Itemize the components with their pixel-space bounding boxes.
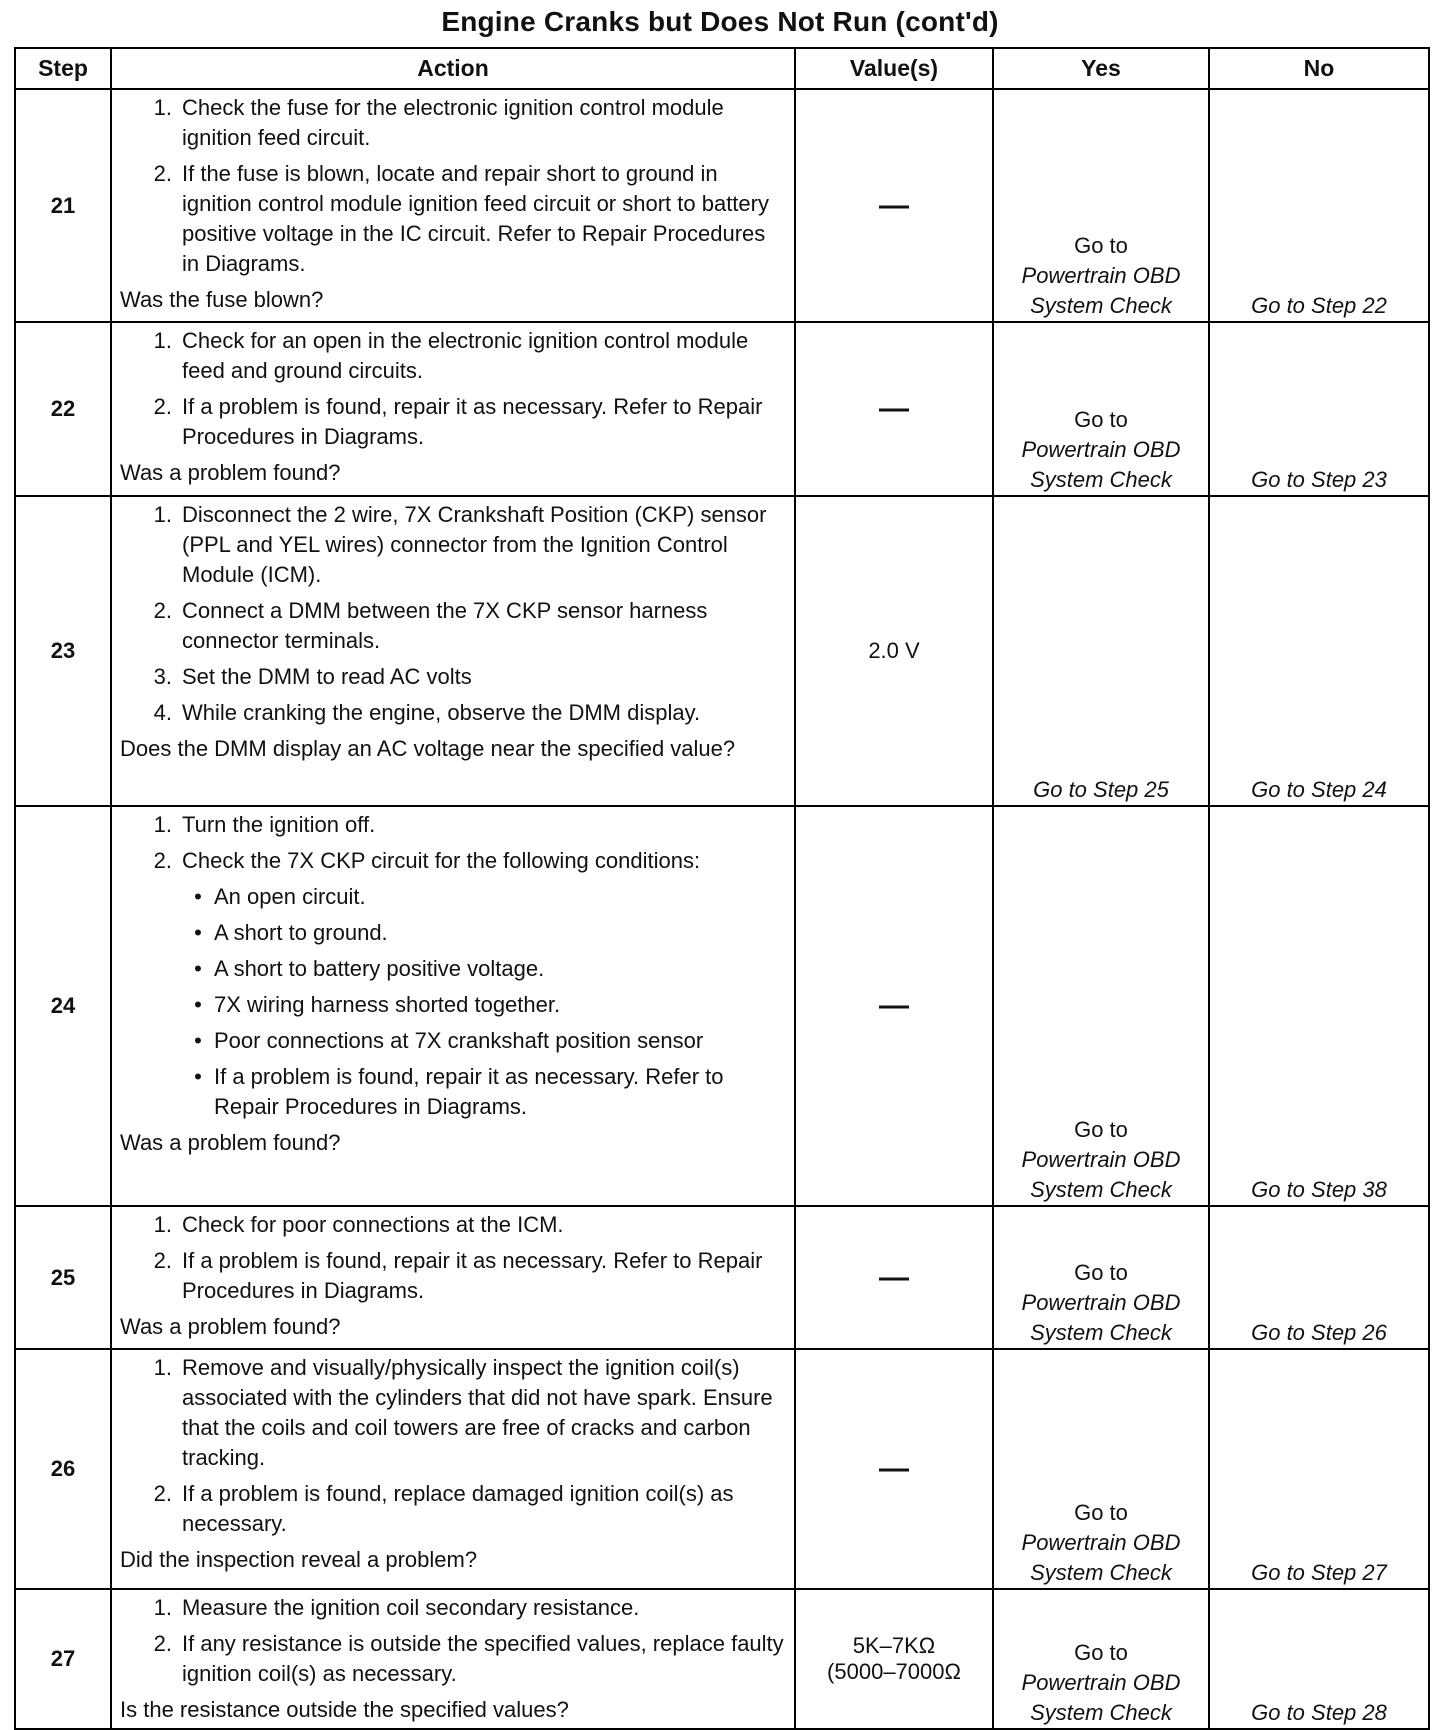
yes-cell: Go to Powertrain OBD System Check [993, 806, 1209, 1206]
no-cell: Go to Step 26 [1209, 1206, 1429, 1349]
table-row [15, 89, 1429, 322]
table-row [15, 496, 1429, 806]
action-bullet: • 7X wiring harness shorted together. [194, 992, 561, 1017]
action-bullet: • A short to ground. [194, 920, 388, 945]
action-cell [111, 1349, 795, 1589]
page-title: Engine Cranks but Does Not Run (cont'd) [441, 6, 999, 37]
yes-cell: Go to Powertrain OBD System Check [993, 1589, 1209, 1729]
action-cell [111, 89, 795, 322]
value-cell: — [795, 89, 993, 322]
action-item: 1. Check for poor connections at the ICM. [153, 1212, 564, 1237]
step-number: 27 [15, 1589, 111, 1729]
table-row [15, 1589, 1429, 1729]
no-cell: Go to Step 24 [1209, 496, 1429, 806]
no-cell: Go to Step 38 [1209, 806, 1429, 1206]
action-item: 2. If a problem is found, replace damaged ignition coil(s) as necessary. [153, 1481, 734, 1536]
yes-cell: Go to Powertrain OBD System Check [993, 89, 1209, 322]
header-step: Step [15, 48, 111, 89]
value-cell: — [795, 1349, 993, 1589]
action-bullet: • Poor connections at 7X crankshaft position sensor [194, 1028, 704, 1053]
diagnostic-table [14, 47, 1430, 1730]
table-row [15, 806, 1429, 1206]
yes-cell: Go to Powertrain OBD System Check [993, 322, 1209, 496]
action-cell [111, 806, 795, 1206]
action-item: 1. Disconnect the 2 wire, 7X Crankshaft Position (CKP) sensor (PPL and YEL wires) connector from the Ignition Control Module (ICM). [153, 502, 767, 587]
value-cell: — [795, 1206, 993, 1349]
header-no: No [1209, 48, 1429, 89]
value-cell: 2.0 V [795, 496, 993, 806]
action-question: Was a problem found? [120, 460, 341, 485]
value-cell: 5K–7KΩ (5000–7000Ω [795, 1589, 993, 1729]
header-yes: Yes [993, 48, 1209, 89]
action-cell [111, 496, 795, 806]
action-cell [111, 1589, 795, 1729]
no-cell: Go to Step 27 [1209, 1349, 1429, 1589]
action-item: 2. If a problem is found, repair it as necessary. Refer to Repair Procedures in Diagrams. [153, 1248, 763, 1303]
action-bullet: • If a problem is found, repair it as necessary. Refer to Repair Procedures in Diagrams. [194, 1064, 724, 1119]
step-number: 24 [15, 806, 111, 1206]
header-action: Action [111, 48, 795, 89]
action-question: Is the resistance outside the specified values? [120, 1697, 569, 1722]
action-item: 2. Connect a DMM between the 7X CKP sensor harness connector terminals. [153, 598, 708, 653]
table-row [15, 1206, 1429, 1349]
yes-cell: Go to Step 25 [993, 496, 1209, 806]
action-question: Was a problem found? [120, 1130, 341, 1155]
header-row [15, 48, 1429, 89]
action-item: 4. While cranking the engine, observe the DMM display. [153, 700, 701, 725]
action-item: 2. If any resistance is outside the specified values, replace faulty ignition coil(s) as necessary. [153, 1631, 784, 1686]
table-row [15, 1349, 1429, 1589]
action-cell [111, 1206, 795, 1349]
step-number: 21 [15, 89, 111, 322]
header-values: Value(s) [795, 48, 993, 89]
yes-cell: Go to Powertrain OBD System Check [993, 1349, 1209, 1589]
action-item: 1. Turn the ignition off. [153, 812, 376, 837]
value-cell: — [795, 806, 993, 1206]
action-item: 1. Check the fuse for the electronic ignition control module ignition feed circuit. [153, 95, 724, 150]
action-question: Does the DMM display an AC voltage near the specified value? [120, 736, 736, 761]
action-cell [111, 322, 795, 496]
action-item: 1. Check for an open in the electronic ignition control module feed and ground circuits. [153, 328, 749, 383]
action-item: 2. If a problem is found, repair it as necessary. Refer to Repair Procedures in Diagrams. [153, 394, 763, 449]
table-row [15, 322, 1429, 496]
value-cell: — [795, 322, 993, 496]
action-item: 1. Remove and visually/physically inspect the ignition coil(s) associated with the cylinders that did not have spark. Ensure that the coils and coil towers are free of cracks and carbon tracking. [153, 1355, 773, 1470]
action-bullet: • An open circuit. [194, 884, 366, 909]
action-item: 1. Measure the ignition coil secondary resistance. [153, 1595, 640, 1620]
step-number: 23 [15, 496, 111, 806]
step-number: 25 [15, 1206, 111, 1349]
yes-cell: Go to Powertrain OBD System Check [993, 1206, 1209, 1349]
action-item: 2. Check the 7X CKP circuit for the following conditions: [153, 848, 701, 873]
step-number: 22 [15, 322, 111, 496]
action-question: Was the fuse blown? [120, 287, 324, 312]
step-number: 26 [15, 1349, 111, 1589]
action-bullet: • A short to battery positive voltage. [194, 956, 545, 981]
no-cell: Go to Step 28 [1209, 1589, 1429, 1729]
action-question: Did the inspection reveal a problem? [120, 1547, 478, 1572]
no-cell: Go to Step 22 [1209, 89, 1429, 322]
no-cell: Go to Step 23 [1209, 322, 1429, 496]
action-item: 2. If the fuse is blown, locate and repair short to ground in ignition control module ignition feed circuit or short to battery positive voltage in the IC circuit. Refer to Repair Procedures in Diagrams. [153, 161, 769, 276]
action-question: Was a problem found? [120, 1314, 341, 1339]
action-item: 3. Set the DMM to read AC volts [153, 664, 472, 689]
